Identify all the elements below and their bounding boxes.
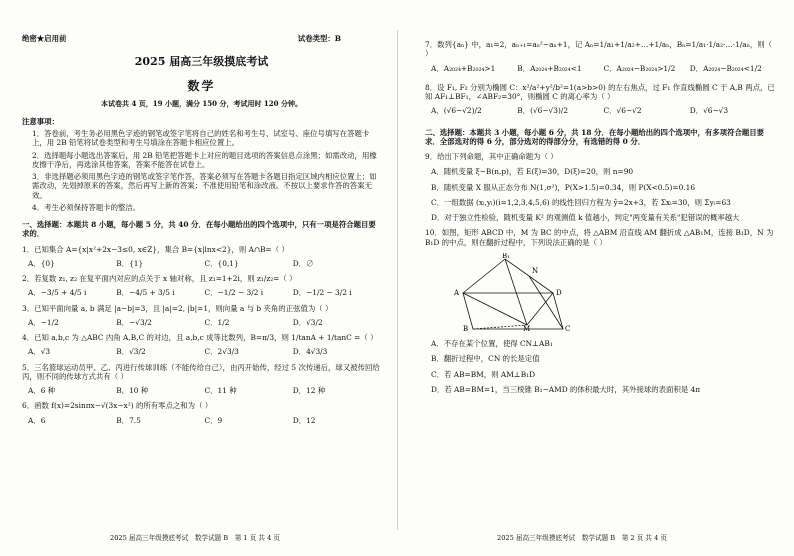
section-2-heading: 二、选择题：本题共 3 小题，每小题 6 分，共 18 分．在每小题给出的四个选项中，有多项符合题目要求．全部选对的得 6 分，部分选对的得部分分，有选错的得 0 分． xyxy=(425,127,765,146)
option-c: C．A₂₀₂₄−B₂₀₂₄>1/2 xyxy=(603,63,676,73)
option-a: A．{0} xyxy=(28,258,55,268)
question-2 xyxy=(22,274,381,298)
question-5 xyxy=(22,363,381,396)
option-d: D．12 xyxy=(292,415,316,425)
note-item: 1．答卷前，考生务必用黑色字迹的钢笔或签字笔将自己的姓名和考生号、试室号、座位号填写在答题卡上，用 2B 铅笔将试卷类型和考生号填涂在答题卡相应位置上。 xyxy=(32,129,370,148)
label-m: M xyxy=(523,324,531,331)
option-a: A．A₂₀₂₄+B₂₀₂₄>1 xyxy=(431,63,496,73)
question-stem: 8．设 F₁, F₂ 分别为椭圆 C：x²/a²+y²/b²=1(a>b>0) 的左右焦点，过 F₁ 作直线椭圆 C 于 A,B 两点，已知 AF₁⊥BF₁，∠ABF₂=30°，则椭圆 C 的离心率为（ ） xyxy=(425,82,775,101)
question-7 xyxy=(425,40,776,73)
option-c: C．一组数据 (xᵢ,yᵢ)(i=1,2,3,4,5,6) 的线性回归方程为 ŷ=2x+3，若 Σxᵢ=30，则 Σyᵢ=63 xyxy=(431,197,731,207)
page-header xyxy=(22,34,381,43)
question-stem: 4．已知 a,b,c 为 △ABC 内角 A,B,C 的对边，且 a,b,c 成等比数列，B=π/3，则 1/tanA + 1/tanC =（ ） xyxy=(22,333,378,342)
option-d: D．A₂₀₂₄−B₂₀₂₄<1/2 xyxy=(689,63,762,73)
label-d: D xyxy=(556,288,562,297)
question-4 xyxy=(22,333,381,357)
option-d: D．−1/2 − 3/2 i xyxy=(292,288,352,298)
exam-page-2 xyxy=(397,0,794,556)
note-item: 2．选择题每小题选出答案后，用 2B 铅笔把答题卡上对应的题目选项的答案信息点涂黑；如需改动，用橡皮擦干净后，再选涂其他答案，答案不能答在试卷上。 xyxy=(32,150,377,169)
option-d: D．12 种 xyxy=(292,386,326,395)
label-a: A xyxy=(454,288,460,297)
option-a: A．6 种 xyxy=(28,386,56,395)
question-stem: 2．若复数 z₁, z₂ 在复平面内对应的点关于 x 轴对称，且 z₁=1+2i，则 z₁/z₂=（ ） xyxy=(22,274,297,283)
paper-type-label: 试卷类型：B xyxy=(297,34,341,43)
option-a: A．6 xyxy=(28,415,46,425)
note-item: 3．非选择题必须用黑色字迹的钢笔或签字笔作答，答案必须写在答题卡各题目指定区域内相应位置上；如需改动，先划掉原来的答案，然后再写上新的答案；不准使用铅笔和涂改液。不按以上要求作答的答案无效。 xyxy=(32,172,377,200)
option-b: B．10 种 xyxy=(116,386,149,395)
label-b1: B₁ xyxy=(502,252,510,260)
option-d: D．4√3/3 xyxy=(292,347,328,357)
label-n: N xyxy=(532,266,539,275)
option-b: B．翻折过程中，CN 的长是定值 xyxy=(431,354,540,364)
option-b: B．−√3/2 xyxy=(116,317,152,327)
notes-title: 注意事项： xyxy=(22,116,59,126)
question-stem: 3．已知平面向量 a, b 满足 |a−b|=3，且 |a|=2, |b|=1，则向量 a 与 b 夹角的正弦值为（ ） xyxy=(22,303,333,313)
note-item: 4．考生必须保持答题卡的整洁。 xyxy=(32,202,141,212)
question-6 xyxy=(22,401,381,425)
option-a: A．(√6−√2)/2 xyxy=(431,106,482,116)
folding-rectangle-figure xyxy=(445,253,595,331)
option-b: B．(√6−√3)/2 xyxy=(517,106,569,116)
option-d: D．若 AB=BM=1，当三棱锥 B₁−AMD 的体积最大时，其外接球的表面积是 4π xyxy=(431,384,701,394)
question-9 xyxy=(425,152,776,222)
question-stem: 10．如图，矩形 ABCD 中，M 为 BC 的中点，将 △ABM 沿直线 AM 翻折成 △AB₁M，连接 B₁D，N 为 B₁D 的中点，则在翻折过程中，下列说法正确的是（ ） xyxy=(425,228,774,247)
question-stem: 7．数列{aₙ} 中，a₁=2，aₙ₊₁=aₙ²−aₙ+1，记 Aₙ=1/a₁+1/a₂+…+1/aₙ，Bₙ=1/a₁·1/a₂·…·1/aₙ，则（ ） xyxy=(425,40,773,59)
label-b: B xyxy=(463,324,469,331)
question-stem: 1．已知集合 A={x|x²+2x−3≤0, x∈Z}，集合 B={x|lnx<2}，则 A∩B=（ ） xyxy=(22,244,289,254)
label-c: C xyxy=(565,324,571,331)
option-b: B．7.5 xyxy=(116,415,141,425)
option-b: B．√3/2 xyxy=(116,347,146,357)
question-3 xyxy=(22,304,381,328)
option-c: C．1/2 xyxy=(204,317,230,327)
option-c: C．−1/2 − 3/2 i xyxy=(204,288,264,298)
option-d: D．对于独立性检验，随机变量 K² 的观测值 k 值越小，判定"两变量有关系"犯错误的概率越大 xyxy=(431,213,740,222)
page-footer: 2025 届高三年级摸底考试 数学试题 B 第 2 页 共 4 页 xyxy=(497,533,667,542)
option-b: B．A₂₀₂₄+B₂₀₂₄<1 xyxy=(517,63,582,73)
option-c: C．若 AB=BM，则 AM⊥B₁D xyxy=(431,369,536,379)
option-c: C．√6−√2 xyxy=(603,106,642,116)
option-b: B．−4/5 + 3/5 i xyxy=(116,288,175,298)
option-a: A．−3/5 + 4/5 i xyxy=(28,288,87,298)
page-footer: 2025 届高三年级摸底考试 数学试题 B 第 1 页 共 4 页 xyxy=(110,533,280,542)
question-8 xyxy=(425,83,776,116)
section-1-heading: 一、选择题：本题共 8 小题，每小题 5 分，共 40 分．在每小题给出的四个选项中，只有一项是符合题目要求的． xyxy=(22,220,376,239)
option-b: B．随机变量 X 服从正态分布 N(1,σ²)，P(X>1.5)=0.34，则 P(X<0.5)=0.16 xyxy=(431,182,696,192)
option-a: A．随机变量 ξ~B(n,p)，若 E(ξ)=30，D(ξ)=20，则 n=90 xyxy=(431,167,634,177)
option-a: A．不存在某个位置，使得 CN⊥AB₁ xyxy=(431,339,553,348)
exam-title: 2025 届高三年级摸底考试 xyxy=(134,55,269,69)
option-c: C．2√3/3 xyxy=(204,347,239,357)
option-a: A．√3 xyxy=(28,347,51,357)
option-d: D．√6−√3 xyxy=(689,106,729,116)
confidential-label: 绝密★启用前 xyxy=(22,34,67,43)
question-10 xyxy=(425,228,776,394)
question-stem: 6．函数 f(x)=2sinπx−√(3x−x²) 的所有零点之和为（ ） xyxy=(22,401,213,411)
question-1 xyxy=(22,245,381,269)
option-d: D．∅ xyxy=(292,258,314,268)
question-stem: 9．给出下列命题，其中正确命题为（ ） xyxy=(425,152,558,161)
option-b: B．{1} xyxy=(116,258,144,268)
option-d: D．√3/2 xyxy=(292,317,323,327)
option-c: C．9 xyxy=(204,415,223,425)
option-c: C．11 种 xyxy=(204,386,237,395)
exam-subject: 数学 xyxy=(187,79,216,93)
question-stem: 5．三名篮球运动员甲、乙、丙进行传球训练（不能传给自己），由丙开始传，经过 5 次传递后，球又被传回给丙，则不同的传球方式共有（ ） xyxy=(22,362,380,381)
exam-info: 本试卷共 4 页，19 小题，满分 150 分，考试用时 120 分钟。 xyxy=(101,99,302,108)
option-c: C．{0,1} xyxy=(204,258,239,268)
option-a: A．−1/2 xyxy=(28,317,59,327)
